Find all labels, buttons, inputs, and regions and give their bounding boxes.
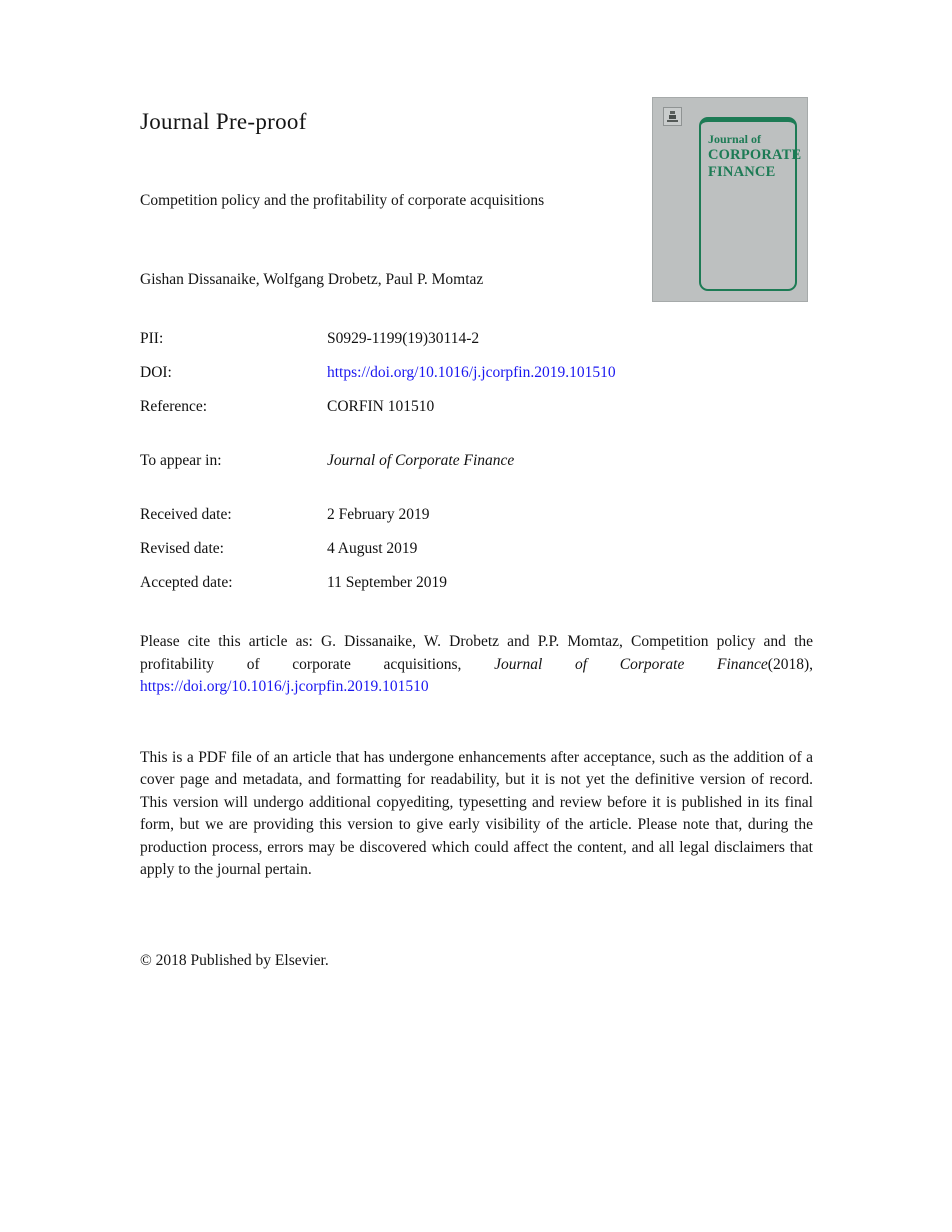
pii-value: S0929-1199(19)30114-2	[327, 330, 480, 347]
citation-doi-link[interactable]: https://doi.org/10.1016/j.jcorpfin.2019.101510	[140, 678, 429, 695]
cover-journal-of: Journal of	[708, 132, 762, 146]
doi-link[interactable]: https://doi.org/10.1016/j.jcorpfin.2019.101510	[327, 364, 616, 381]
metadata-block	[140, 329, 813, 599]
disclaimer-paragraph: This is a PDF file of an article that has undergone enhancements after acceptance, such as the addition of a cover page and metadata, and formatting for readability, but it is not yet the definitive version of record. This version will undergo additional copyediting, typesetting and review before it is published in its final form, but we are providing this version to give early visibility of the article. Please note that, during the production process, errors may be discovered which could affect the content, and all legal disclaimers that apply to the journal pertain.	[140, 749, 813, 879]
copyright-line: © 2018 Published by Elsevier.	[140, 952, 329, 969]
doi-label: DOI:	[140, 364, 172, 381]
received-date-label: Received date:	[140, 506, 232, 523]
tree-glyph	[667, 111, 678, 122]
citation-journal-name: Journal of Corporate Finance	[494, 655, 768, 673]
page-title: Journal Pre-proof	[140, 109, 307, 134]
accepted-date-label: Accepted date:	[140, 574, 233, 591]
citation-prefix: Please cite this article as: G. Dissanaike, W. Drobetz and P.P. Momtaz, Competition policy and the profitability of corporate acquisitions,	[140, 633, 813, 673]
cover-corporate: CORPORATE	[708, 147, 802, 163]
elsevier-tree-logo-icon	[663, 107, 682, 126]
citation-suffix: (2018),	[767, 655, 813, 673]
reference-value: CORFIN 101510	[327, 398, 435, 415]
to-appear-in-value: Journal of Corporate Finance	[327, 452, 515, 469]
revised-date-value: 4 August 2019	[327, 540, 418, 557]
reference-label: Reference:	[140, 398, 208, 415]
journal-cover-thumbnail	[652, 97, 808, 302]
cover-title-frame	[699, 117, 802, 291]
to-appear-in-label: To appear in:	[140, 452, 222, 469]
pii-label: PII:	[140, 330, 164, 347]
revised-date-label: Revised date:	[140, 540, 224, 557]
article-authors: Gishan Dissanaike, Wolfgang Drobetz, Paul P. Momtaz	[140, 271, 484, 288]
received-date-value: 2 February 2019	[327, 506, 430, 523]
article-title: Competition policy and the profitability of corporate acquisitions	[140, 192, 545, 209]
cover-finance: FINANCE	[708, 164, 776, 180]
citation-paragraph	[140, 631, 813, 699]
accepted-date-value: 11 September 2019	[327, 574, 447, 591]
